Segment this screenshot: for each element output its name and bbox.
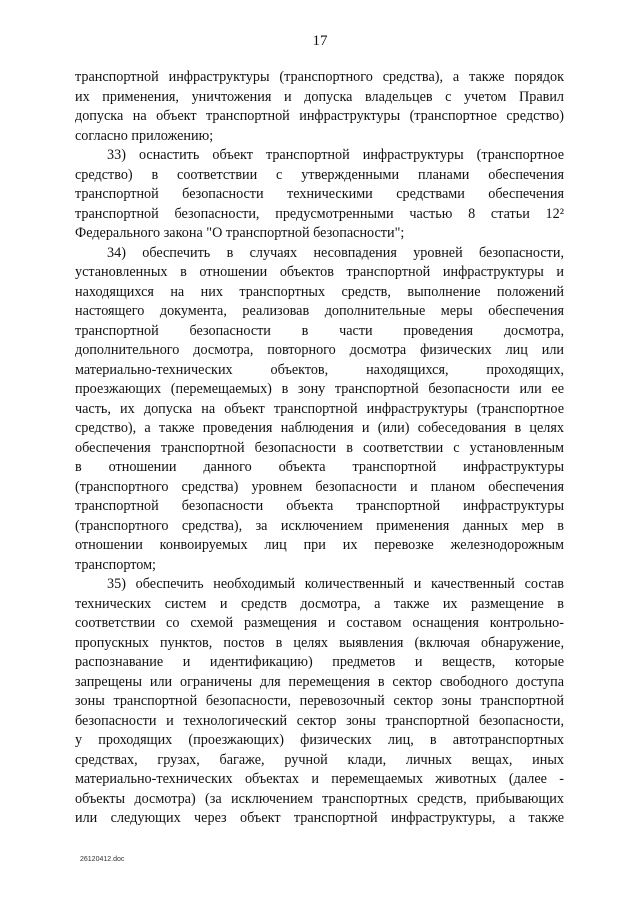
- text-line: безопасности и технологический сектор зоны транспортной безопасности,: [75, 712, 564, 729]
- text-line: (транспортного средства) уровнем безопасности и планом обеспечения: [75, 478, 564, 495]
- text-line: допуска на объект транспортной инфраструктуры (транспортное средство): [75, 108, 564, 124]
- text-line: соответствии со схемой размещения и составом оснащения контрольно-: [75, 615, 564, 631]
- page-number: 17: [312, 33, 328, 49]
- text-line: у проходящих (проезжающих) физических лиц, в автотранспортных: [75, 732, 564, 748]
- paragraph-35-start: 35) обеспечить необходимый количественный и качественный состав: [107, 576, 564, 592]
- paragraph-33-start: 33) оснастить объект транспортной инфраструктуры (транспортное: [107, 147, 564, 163]
- text-line: объекты досмотра) (за исключением транспортных средств, прибывающих: [75, 790, 564, 807]
- document-body: [75, 68, 564, 829]
- text-line: настоящего документа, реализовав дополнительные меры обеспечения: [75, 303, 564, 319]
- footer-filename: 26120412.doc: [80, 856, 125, 863]
- text-line: установленных в отношении объектов транспортной инфраструктуры и: [75, 264, 564, 280]
- text-line: средство) в соответствии с утвержденными планами обеспечения: [75, 166, 564, 183]
- text-line: Федерального закона "О транспортной безопасности";: [75, 225, 405, 241]
- text-line: в отношении данного объекта транспортной инфраструктуры: [75, 459, 564, 475]
- text-line: находящихся на них транспортных средств, выполнение положений: [75, 283, 564, 300]
- text-line: часть, их допуска на объект транспортной инфраструктуры (транспортное: [75, 400, 564, 417]
- text-line: транспортной безопасности, предусмотренными частью 8 статьи 12²: [75, 205, 564, 222]
- text-line: транспортом;: [75, 556, 157, 573]
- text-line: проезжающих (перемещаемых) в зону транспортной безопасности или ее: [75, 381, 564, 397]
- text-line: (транспортного средства), за исключением применения данных мер в: [75, 517, 564, 534]
- text-line: транспортной безопасности в части проведения досмотра,: [75, 322, 564, 339]
- text-line: их применения, уничтожения и допуска владельцев с учетом Правил: [75, 88, 564, 105]
- text-line: материально-технических объектах и перемещаемых животных (далее -: [75, 771, 564, 787]
- text-line: технических систем и средств досмотра, а также их размещение в: [75, 595, 564, 612]
- text-line: пропускных пунктов, постов в целях выявления (включая обнаружение,: [75, 634, 564, 651]
- text-line: транспортной безопасности техническими средствами обеспечения: [75, 186, 564, 202]
- text-line: материально-технических объектов, находящихся, проходящих,: [75, 361, 564, 378]
- text-line: транспортной безопасности объекта транспортной инфраструктуры: [75, 498, 564, 514]
- text-line: обеспечения транспортной безопасности в соответствии с установленным: [75, 439, 564, 456]
- text-line: средство), а также проведения наблюдения и (или) собеседования в целях: [75, 420, 564, 436]
- text-line: распознавание и идентификацию) предметов и веществ, которые: [75, 654, 564, 670]
- text-line: согласно приложению;: [75, 127, 214, 144]
- text-line: средствах, грузах, багаже, ручной клади, личных вещах, иных: [75, 751, 564, 768]
- paragraph-34-start: 34) обеспечить в случаях несовпадения уровней безопасности,: [107, 244, 564, 261]
- text-line: зоны транспортной безопасности, перевозочный сектор зоны транспортной: [75, 693, 564, 709]
- text-line: отношении конвоируемых лиц при их перевозке железнодорожным: [75, 537, 564, 553]
- text-line: транспортной инфраструктуры (транспортного средства), а также порядок: [75, 69, 564, 85]
- text-line: запрещены или ограничены для перемещения в сектор свободного доступа: [75, 673, 564, 690]
- text-line: дополнительного досмотра, повторного досмотра физических лиц или: [75, 342, 564, 358]
- text-line: или следующих через объект транспортной инфраструктуры, а также: [75, 810, 564, 826]
